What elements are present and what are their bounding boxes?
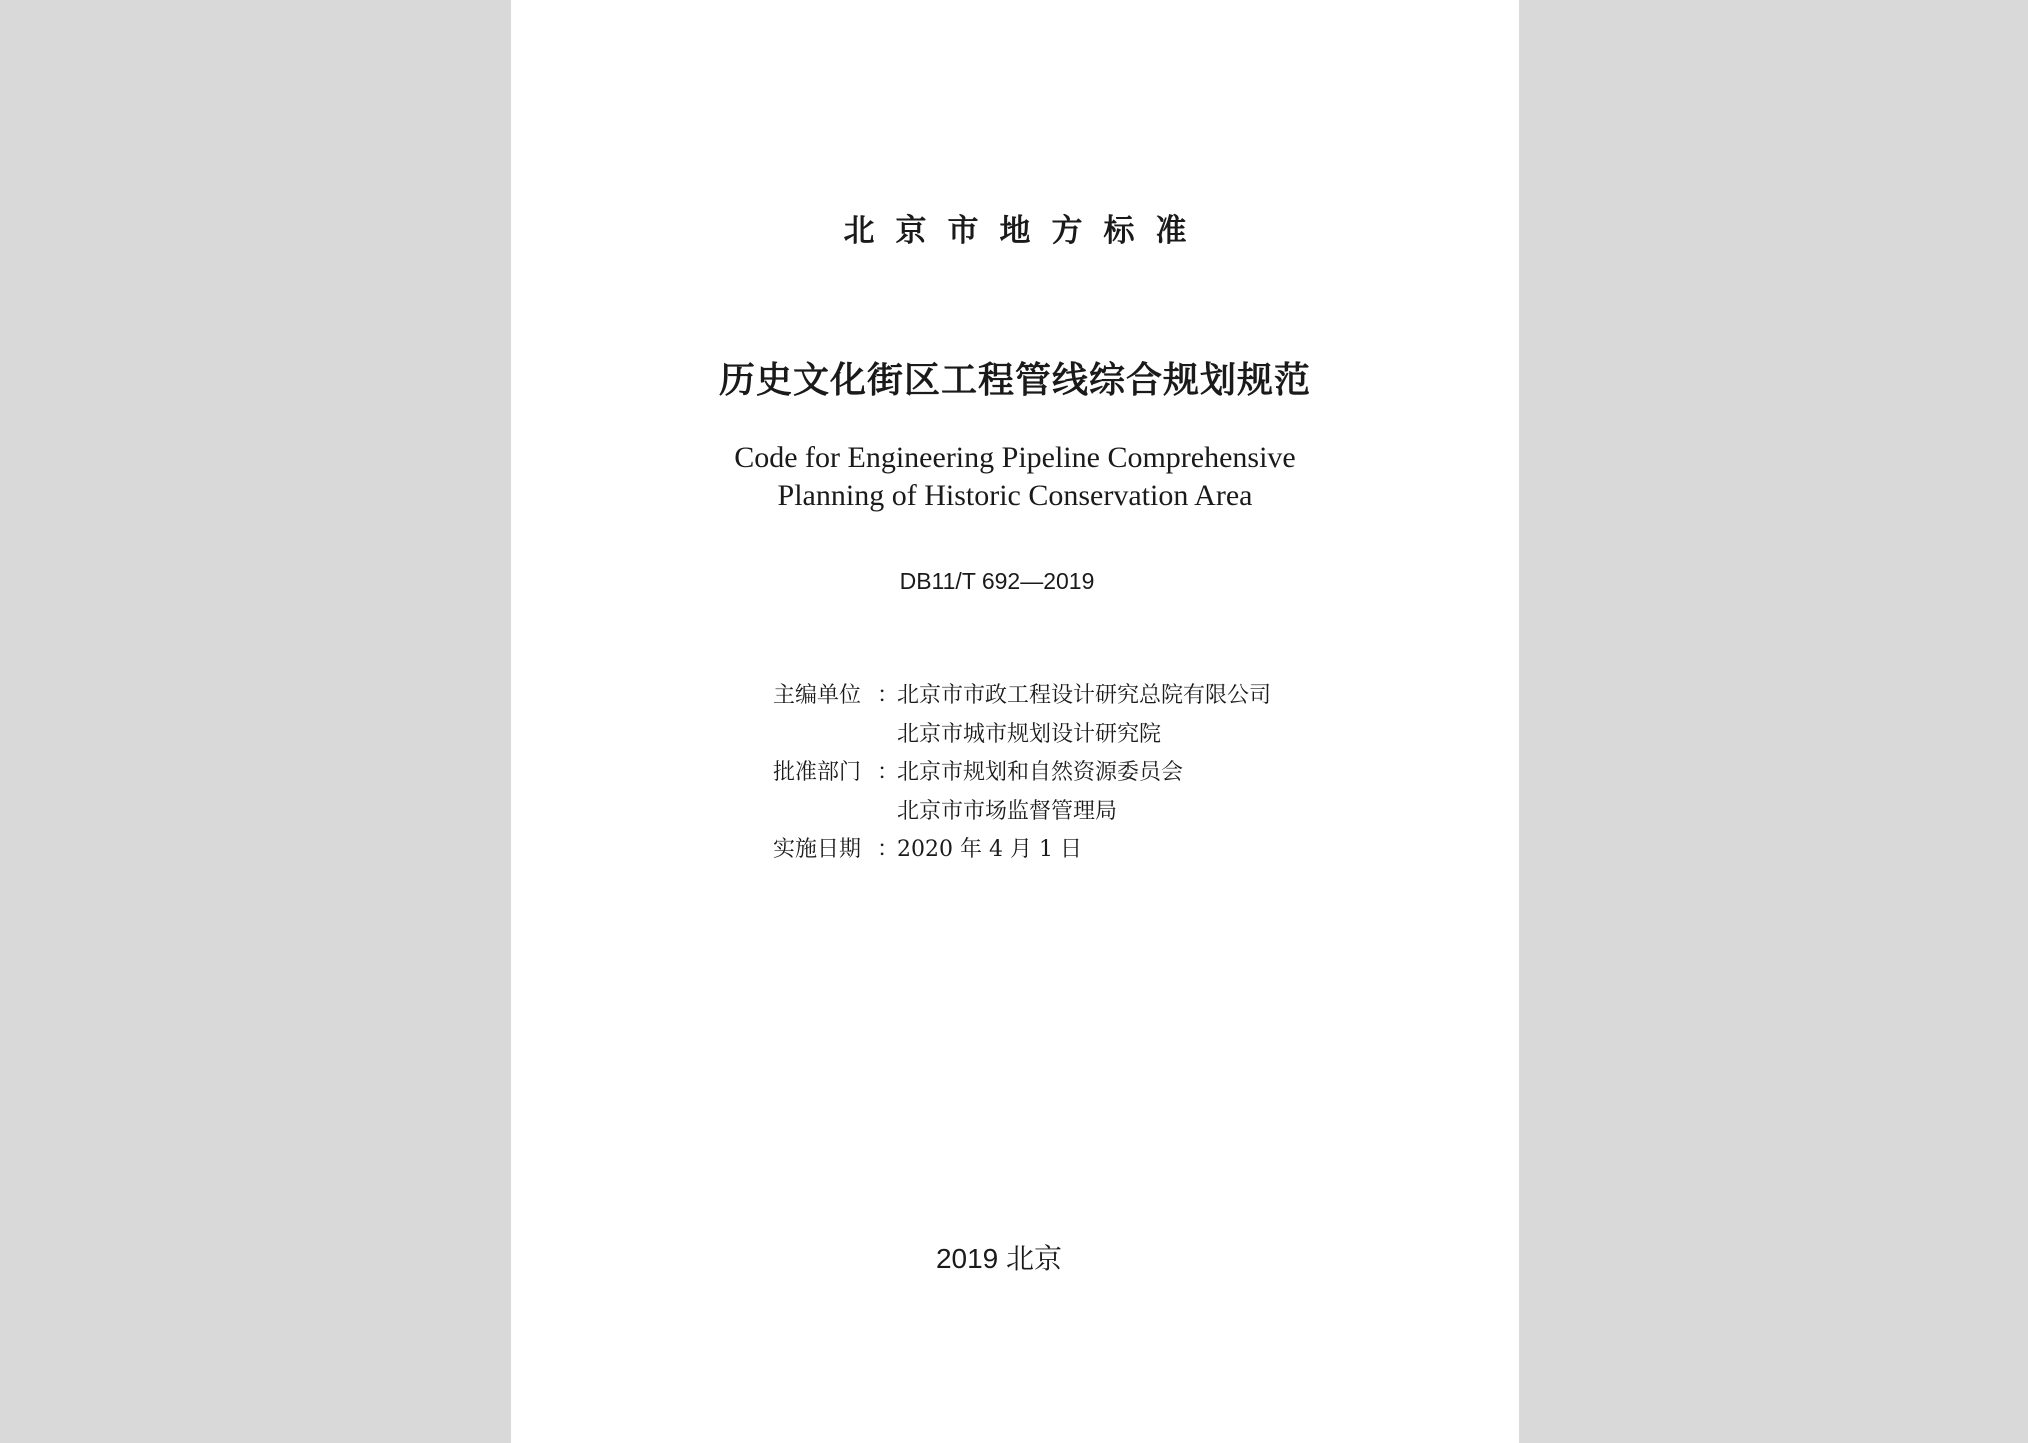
chinese-title: 历史文化街区工程管线综合规划规范 (718, 360, 1311, 401)
info-row-effective-date (773, 831, 1271, 870)
info-value: 北京市城市规划设计研究院 (897, 721, 1162, 747)
info-value: 北京市市场监督管理局 (897, 798, 1118, 824)
info-label: 批准部门 (773, 760, 862, 785)
info-row-approver (773, 754, 1271, 793)
info-colon: ： (877, 760, 900, 785)
info-label: 主编单位 (773, 683, 862, 708)
english-title-line-2: Planning of Historic Conservation Area (777, 479, 1253, 512)
info-row-editor (773, 677, 1271, 716)
publication-info (773, 677, 1271, 870)
info-label (773, 793, 877, 832)
info-label: 实施日期 (773, 837, 862, 862)
standard-code: DB11/T 692—2019 (899, 568, 1095, 594)
info-row-approver-2 (773, 793, 1271, 832)
publication-year-place: 2019 北京 (935, 1243, 1063, 1274)
info-colon: ： (877, 837, 900, 862)
info-value: 北京市规划和自然资源委员会 (897, 760, 1184, 785)
info-colon (877, 793, 897, 832)
document-page (511, 0, 1519, 1443)
info-colon (877, 716, 897, 755)
english-title (511, 439, 1519, 515)
info-value: 2020 年 4 月 1 日 (897, 837, 1082, 862)
info-colon: ： (877, 683, 900, 708)
info-label (773, 716, 877, 755)
info-value: 北京市市政工程设计研究总院有限公司 (897, 683, 1272, 708)
english-title-line-1: Code for Engineering Pipeline Comprehensive (734, 441, 1296, 474)
info-row-editor-2 (773, 716, 1271, 755)
standard-series-heading: 北京市地方标准 (843, 213, 1208, 249)
